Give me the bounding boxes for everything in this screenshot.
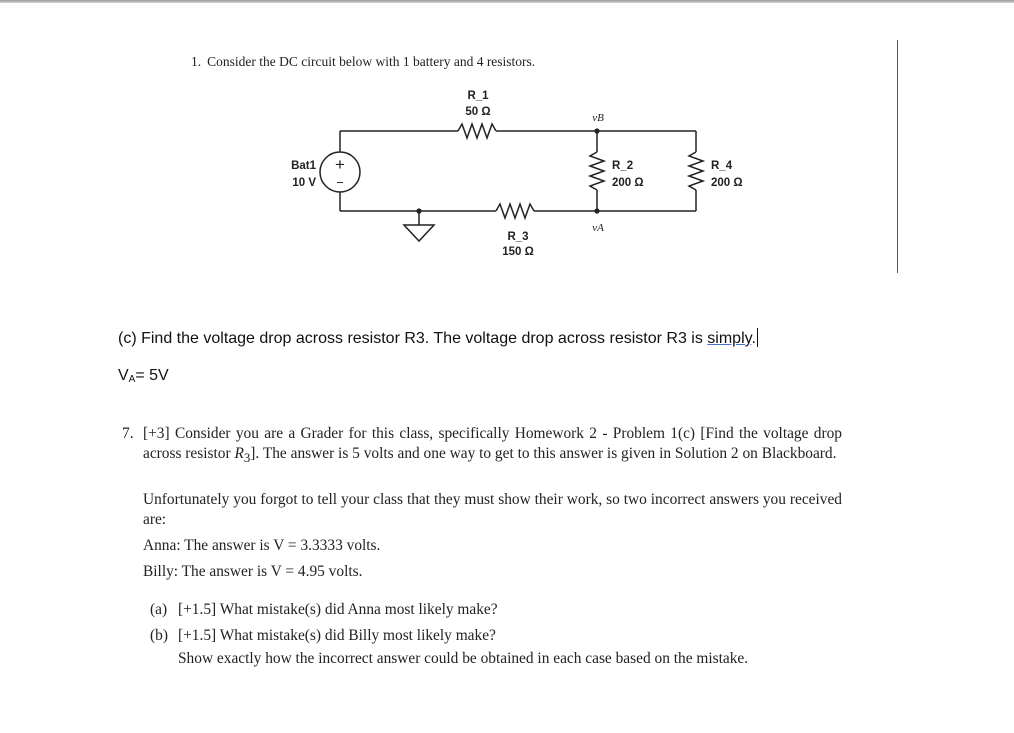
battery-value: 10 V	[292, 177, 316, 189]
ground-symbol	[404, 225, 434, 241]
node-ground	[416, 208, 421, 213]
part-c-answer-line[interactable]	[118, 328, 758, 348]
r4-value: 200 Ω	[711, 177, 743, 189]
question-number: 1.	[191, 54, 202, 69]
r2-name: R_2	[612, 160, 634, 172]
text-caret	[757, 328, 758, 347]
question-text: Consider the DC circuit below with 1 battery and 4 resistors.	[207, 54, 536, 69]
va-value: = 5V	[135, 367, 169, 384]
billy-prefix: Billy: The answer is	[143, 563, 271, 580]
show-work-instruction: Show exactly how the incorrect answer could be obtained in each case based on the mistake.	[178, 650, 749, 667]
node-vb	[594, 128, 599, 133]
resistor-r2	[590, 152, 604, 190]
va-subscript: A	[128, 374, 136, 385]
r2-value: 200 Ω	[612, 177, 644, 189]
r3-value: 150 Ω	[502, 246, 534, 258]
subquestion-a-text: [+1.5] What mistake(s) did Anna most likely make?	[178, 601, 498, 618]
subquestion-a-tag: (a)	[150, 601, 168, 618]
p1-text-b: ]. The answer is 5 volts and one way to get to this answer is given in Solution 2 on Blackboard.	[250, 444, 837, 462]
anna-prefix: Anna: The answer is	[143, 537, 274, 554]
resistor-r4	[689, 152, 703, 190]
problem-7-paragraph-2: Unfortunately you forgot to tell your class that they must show their work, so two incorrect answers you received are:	[143, 491, 842, 528]
problem-7	[122, 424, 842, 469]
node-va	[594, 208, 599, 213]
problem-7-paragraph-1	[143, 424, 842, 469]
r1-name: R_1	[467, 90, 489, 102]
part-c-end: .	[751, 330, 756, 347]
resistor-r3	[496, 204, 534, 218]
va-symbol: V	[118, 367, 129, 384]
subquestion-b-text: [+1.5] What mistake(s) did Billy most likely make?	[178, 627, 496, 644]
subquestion-a	[150, 601, 498, 619]
p1-resistor: R	[234, 444, 244, 462]
node-va-label: vA	[592, 222, 604, 234]
problem-number: 7.	[122, 425, 134, 442]
battery-plus-sign: +	[335, 155, 345, 174]
battery-minus-sign: −	[336, 175, 344, 190]
p1-resistor-sub: 3	[243, 450, 251, 465]
resistor-r1	[458, 124, 496, 138]
node-vb-label: vB	[592, 112, 604, 124]
battery-name: Bat1	[291, 160, 316, 172]
subquestion-b-tag: (b)	[150, 627, 168, 644]
r3-name: R_3	[507, 231, 529, 243]
billy-answer	[143, 563, 362, 581]
p1-text-a: [+3] Consider you are a Grader for this class, specifically Homework 2 - Problem 1(c) [Find the voltage drop across resistor	[143, 425, 842, 462]
subquestion-b	[150, 627, 496, 645]
r4-name: R_4	[711, 160, 733, 172]
r1-value: 50 Ω	[465, 106, 491, 118]
anna-value: V = 3.3333 volts.	[273, 537, 381, 554]
spellcheck-word[interactable]: simply	[707, 330, 752, 347]
billy-value: V = 4.95 volts.	[270, 563, 363, 580]
va-result[interactable]	[118, 367, 169, 385]
anna-answer	[143, 537, 380, 555]
part-c-text: (c) Find the voltage drop across resistor R3. The voltage drop across resistor R3 is	[118, 330, 708, 347]
